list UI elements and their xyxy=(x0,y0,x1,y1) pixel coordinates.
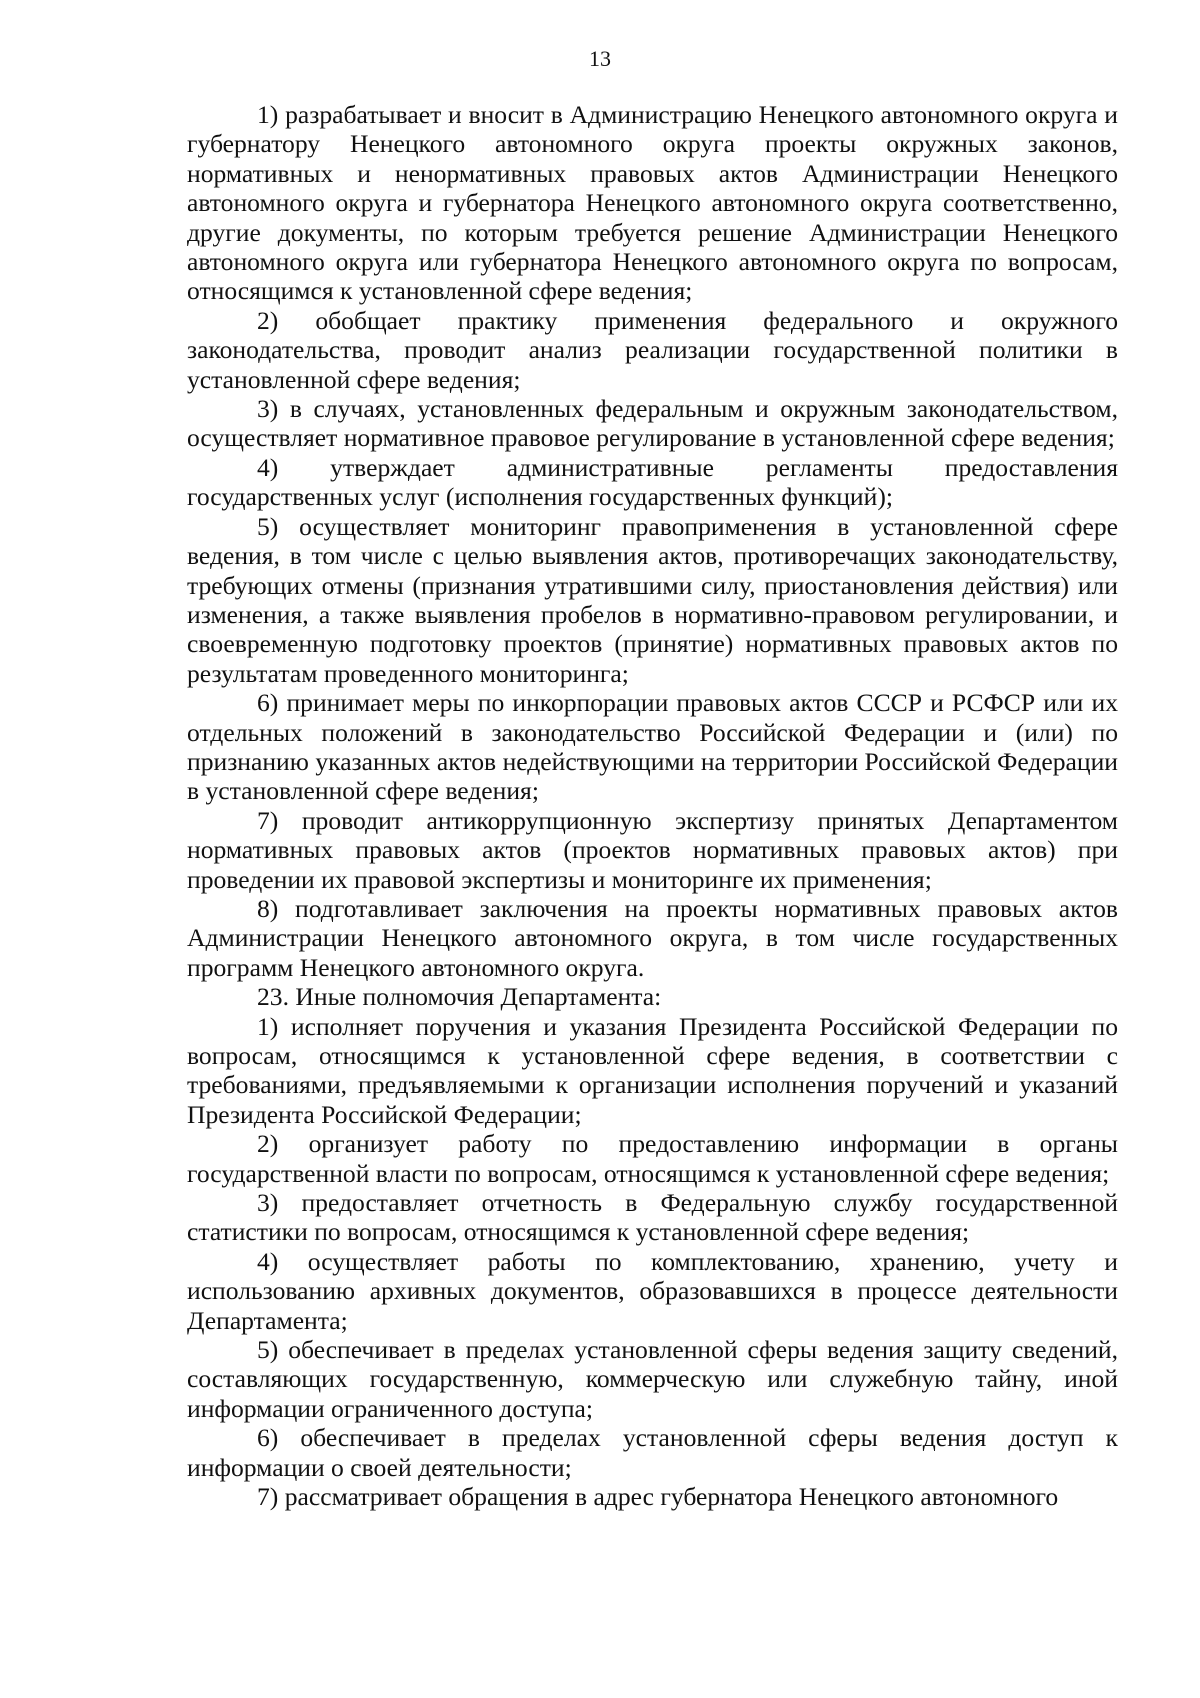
paragraph-22-item-6: 6) принимает меры по инкорпорации правовых актов СССР и РСФСР или их отдельных положений в законодательство Российской Федерации и (или) по признанию указанных актов недействующими на территории Российской Федерации в установленной сфере ведения; xyxy=(187,688,1118,806)
paragraph-22-item-8: 8) подготавливает заключения на проекты нормативных правовых актов Администрации Ненецкого автономного округа, в том числе государственных программ Ненецкого автономного округа. xyxy=(187,893,1118,982)
paragraph-23-item-6: 6) обеспечивает в пределах установленной сферы ведения доступ к информации о своей деятельности; xyxy=(187,1423,1118,1482)
paragraph-22-item-7: 7) проводит антикоррупционную экспертизу принятых Департаментом нормативных правовых актов (проектов нормативных правовых актов) при проведении их правовой экспертизы и мониторинге их применения; xyxy=(187,805,1118,894)
paragraph-22-item-2: 2) обобщает практику применения федерального и окружного законодательства, проводит анализ реализации государственной политики в установленной сфере ведения; xyxy=(187,305,1118,394)
paragraph-22-item-3: 3) в случаях, установленных федеральным и окружным законодательством, осуществляет нормативное правовое регулирование в установленной сфере ведения; xyxy=(187,394,1118,453)
paragraph-23-item-5: 5) обеспечивает в пределах установленной сферы ведения защиту сведений, составляющих государственную, коммерческую или служебную тайну, иной информации ограниченного доступа; xyxy=(187,1335,1118,1423)
document-body xyxy=(187,100,1118,1512)
paragraph-23-item-2: 2) организует работу по предоставлению информации в органы государственной власти по вопросам, относящимся к установленной сфере ведения; xyxy=(187,1129,1118,1188)
paragraph-22-item-4: 4) утверждает административные регламенты предоставления государственных услуг (исполнения государственных функций); xyxy=(187,452,1118,512)
page-number: 13 xyxy=(589,46,611,71)
section-23-heading: 23. Иные полномочия Департамента: xyxy=(257,982,662,1012)
paragraph-22-item-1: 1) разрабатывает и вносит в Администрацию Ненецкого автономного округа и губернатору Ненецкого автономного округа проекты окружных законов, нормативных и ненормативных правовых актов Администрации Ненецкого автономного округа и губернатора Ненецкого автономного округа соответственно, другие документы, по которым требуется решение Администрации Ненецкого автономного округа или губернатора Ненецкого автономного округа по вопросам, относящимся к установленной сфере ведения; xyxy=(187,100,1118,306)
paragraph-23-item-3: 3) предоставляет отчетность в Федеральную службу государственной статистики по вопросам, относящимся к установленной сфере ведения; xyxy=(187,1188,1118,1247)
paragraph-23-item-4: 4) осуществляет работы по комплектованию, хранению, учету и использованию архивных документов, образовавшихся в процессе деятельности Департамента; xyxy=(187,1246,1118,1335)
paragraph-23-item-1: 1) исполняет поручения и указания Президента Российской Федерации по вопросам, относящимся к установленной сфере ведения, в соответствии с требованиями, предъявляемыми к организации исполнения поручений и указаний Президента Российской Федерации; xyxy=(187,1011,1118,1129)
paragraph-22-item-5: 5) осуществляет мониторинг правоприменения в установленной сфере ведения, в том числе с целью выявления актов, противоречащих законодательству, требующих отмены (признания утратившими силу, приостановления действия) или изменения, а также выявления пробелов в нормативно-правовом регулировании, и своевременную подготовку проектов (принятие) нормативных правовых актов по результатам проведенного мониторинга; xyxy=(187,511,1118,688)
paragraph-23-item-7: 7) рассматривает обращения в адрес губернатора Ненецкого автономного xyxy=(257,1482,1059,1512)
